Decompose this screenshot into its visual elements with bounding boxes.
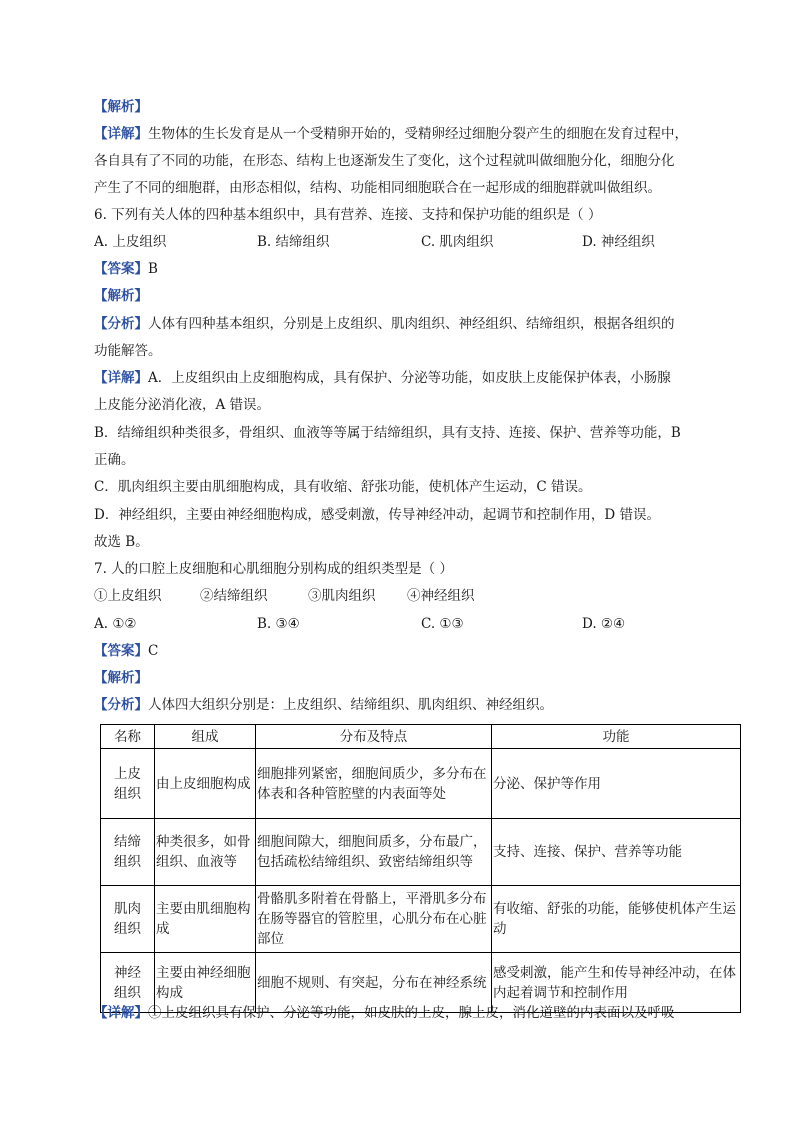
explanation-line: 【详解】①上皮组织具有保护、分泌等功能，如皮肤的上皮，腺上皮，消化道壁的内表面以及呼吸 [94, 1005, 675, 1021]
daan-label: 【答案】 [94, 643, 148, 659]
explanation-line: 【详解】A．上皮组织由上皮细胞构成，具有保护、分泌等功能，如皮肤上皮能保护体表，小肠腺 [94, 370, 671, 386]
xiangjie-label: 【详解】 [94, 370, 148, 386]
cell-function: 有收缩、舒张的功能，能够使机体产生运动 [492, 886, 741, 953]
cell-function: 感受刺激，能产生和传导神经冲动，在体内起着调节和控制作用 [492, 953, 741, 1013]
xiangjie-label: 【详解】 [94, 126, 148, 142]
option-b: B. ③④ [257, 616, 300, 632]
option-c: C. 肌肉组织 [421, 234, 494, 250]
cell-name: 上皮 组织 [101, 749, 155, 819]
cell-function: 支持、连接、保护、营养等功能 [492, 819, 741, 886]
fenxi-label: 【分析】 [94, 697, 148, 713]
option-d: D. 神经组织 [582, 234, 655, 250]
cell-composition: 主要由肌细胞构成 [155, 886, 256, 953]
header-distribution: 分布及特点 [256, 725, 492, 749]
cell-distribution: 骨骼肌多附着在骨骼上，平滑肌多分布在肠等器官的管腔里，心肌分布在心脏部位 [256, 886, 492, 953]
tissue-table [100, 724, 741, 1013]
daan-label: 【答案】 [94, 261, 148, 277]
explanation-line: 各自具有了不同的功能，在形态、结构上也逐渐发生了变化，这个过程就叫做细胞分化，细胞分化 [94, 153, 675, 169]
cell-composition: 种类很多，如骨组织、血液等 [155, 819, 256, 886]
jiexi-label: 【解析】 [94, 99, 148, 115]
explanation-line: 正确。 [94, 452, 135, 468]
explanation-line: 【详解】生物体的生长发育是从一个受精卵开始的，受精卵经过细胞分裂产生的细胞在发育过程中， [94, 126, 688, 142]
answer-value: B [148, 261, 158, 277]
jiexi-label: 【解析】 [94, 670, 148, 686]
option-a: A. ①② [94, 616, 137, 632]
question-6-stem: 6. 下列有关人体的四种基本组织中，具有营养、连接、支持和保护功能的组织是（ ） [94, 207, 602, 223]
header-function: 功能 [492, 725, 741, 749]
cell-distribution: 细胞排列紧密，细胞间质少，多分布在体表和各种管腔壁的内表面等处 [256, 749, 492, 819]
xiangjie-label: 【详解】 [94, 1005, 148, 1021]
table-row [101, 886, 741, 953]
cell-distribution: 细胞不规则、有突起，分布在神经系统 [256, 953, 492, 1013]
option-a: A. 上皮组织 [94, 234, 167, 250]
cell-composition: 主要由神经细胞构成 [155, 953, 256, 1013]
cell-function: 分泌、保护等作用 [492, 749, 741, 819]
question-7-stem: 7. 人的口腔上皮细胞和心肌细胞分别构成的组织类型是（ ） [94, 561, 453, 577]
explanation-line: 产生了不同的细胞群，由形态相似，结构、功能相同细胞联合在一起形成的细胞群就叫做组织。 [94, 180, 661, 196]
option-b: B. 结缔组织 [257, 234, 330, 250]
item-3: ③肌肉组织 [308, 588, 376, 604]
analysis-line: 【分析】人体四大组织分别是：上皮组织、结缔组织、肌肉组织、神经组织。 [94, 697, 553, 713]
header-composition: 组成 [155, 725, 256, 749]
cell-name: 肌肉 组织 [101, 886, 155, 953]
answer-line [94, 641, 158, 661]
table-row [101, 819, 741, 886]
item-1: ①上皮组织 [94, 588, 162, 604]
cell-name: 结缔 组织 [101, 819, 155, 886]
explanation-line: 上皮能分泌消化液，A 错误。 [94, 397, 271, 413]
analysis-line: 功能解答。 [94, 343, 162, 359]
cell-composition: 由上皮细胞构成 [155, 749, 256, 819]
explanation-line: D．神经组织，主要由神经细胞构成，感受刺激，传导神经冲动，起调节和控制作用，D 错误。 [94, 507, 660, 523]
fenxi-label: 【分析】 [94, 316, 148, 332]
explanation-line: B．结缔组织种类很多，骨组织、血液等等属于结缔组织，具有支持、连接、保护、营养等功能，B [94, 425, 681, 441]
jiexi-label: 【解析】 [94, 288, 148, 304]
table-row [101, 749, 741, 819]
option-c: C. ①③ [421, 616, 464, 632]
table-header-row [101, 725, 741, 749]
explanation-line: C．肌肉组织主要由肌细胞构成，具有收缩、舒张功能，使机体产生运动，C 错误。 [94, 479, 592, 495]
item-2: ②结缔组织 [200, 588, 268, 604]
item-4: ④神经组织 [407, 588, 475, 604]
cell-distribution: 细胞间隙大，细胞间质多，分布最广，包括疏松结缔组织、致密结缔组织等 [256, 819, 492, 886]
answer-value: C [148, 643, 159, 659]
cell-name: 神经 组织 [101, 953, 155, 1013]
answer-line [94, 259, 158, 279]
header-name: 名称 [101, 725, 155, 749]
option-d: D. ②④ [582, 616, 626, 632]
conclusion-line: 故选 B。 [94, 534, 149, 550]
analysis-line: 【分析】人体有四种基本组织，分别是上皮组织、肌肉组织、神经组织、结缔组织，根据各组织的 [94, 316, 675, 332]
